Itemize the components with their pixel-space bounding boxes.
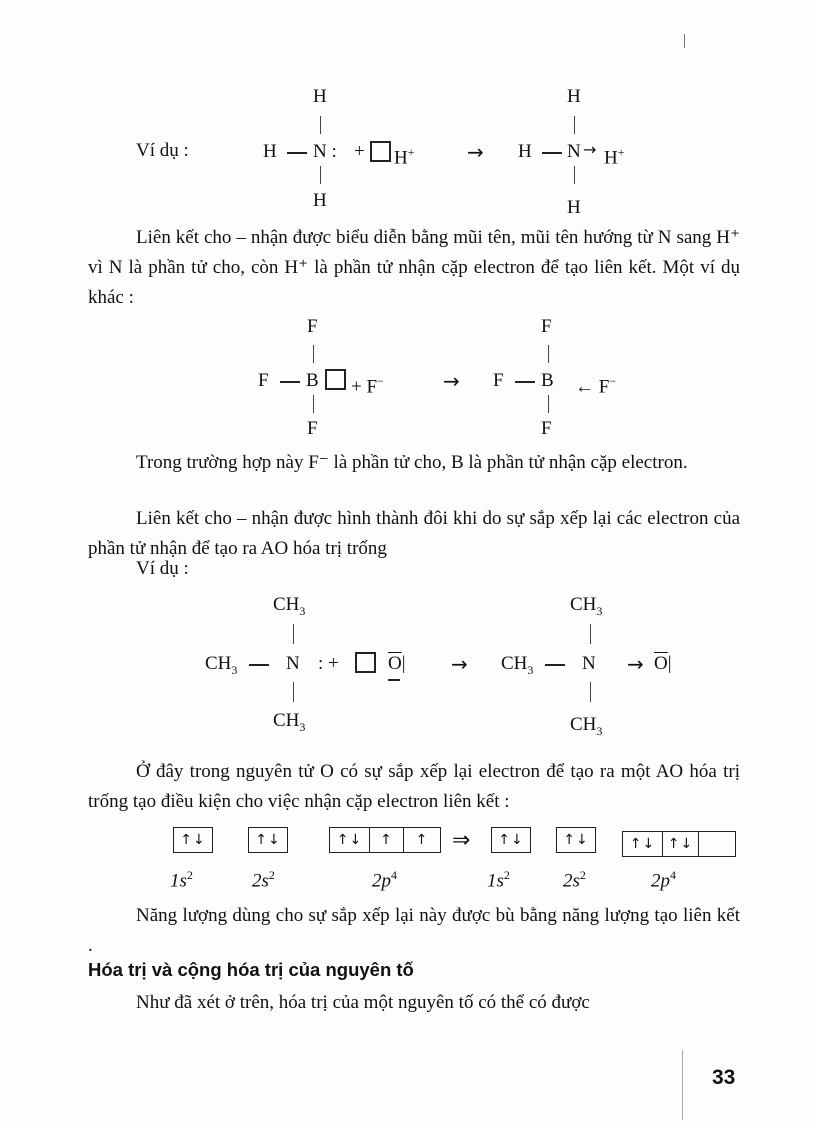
- bond-line: [548, 395, 549, 413]
- margin-mark: [684, 34, 685, 48]
- atom-h: H: [263, 141, 277, 162]
- bond-line: [548, 345, 549, 363]
- atom-h-ion: H+: [604, 145, 625, 169]
- atom-n: N :: [313, 141, 337, 162]
- bond-line: [574, 166, 575, 184]
- bond-line: [590, 682, 591, 702]
- paragraph-5: Năng lượng dùng cho sự sắp xếp lại này được bù bằng năng lượng tạo liên kết .: [88, 905, 740, 956]
- example-label: Ví dụ :: [136, 140, 189, 161]
- paragraph-3: Liên kết cho – nhận được hình thành đôi khi do sự sắp xếp lại các electron của phần tử nhận để tạo ra AO hóa trị trống: [88, 508, 740, 559]
- atom-h: H: [313, 190, 327, 211]
- bond-line: [320, 116, 321, 134]
- bond-line: [320, 166, 321, 184]
- paragraph-4: Ở đây trong nguyên tử O có sự sắp xếp lại electron để tạo ra một AO hóa trị trống tạo điều kiện cho việc nhận cặp electron liên kết :: [88, 761, 740, 812]
- atom-b: B: [306, 370, 319, 391]
- section-heading: Hóa trị và cộng hóa trị của nguyên tố: [88, 959, 414, 980]
- atom-f: F: [541, 418, 552, 439]
- fluoride-donor: ← F−: [575, 374, 617, 398]
- methyl-group: $CH_3$: [205, 653, 238, 677]
- label-2p: $2p^4$: [372, 868, 397, 892]
- orbital-1s: ↑↓: [491, 827, 531, 853]
- atom-b: B: [541, 370, 554, 391]
- label-1s: $1s^2$: [170, 868, 193, 892]
- label-1s: $1s^2$: [487, 868, 510, 892]
- atom-h: H: [567, 86, 581, 107]
- bond-line: [574, 116, 575, 134]
- orbital-2s: ↑↓: [248, 827, 288, 853]
- orbital-2p: ↑↓ ↑ ↑: [329, 827, 441, 853]
- orbital-1s: ↑↓: [173, 827, 213, 853]
- atom-h: H: [518, 141, 532, 162]
- empty-orbital-box: [370, 141, 391, 162]
- methyl-group: $CH_3$: [273, 594, 306, 618]
- bond-line: [249, 664, 269, 666]
- margin-mark: [682, 1050, 683, 1120]
- orbital-2p: ↑↓ ↑↓: [622, 831, 736, 857]
- plus-sign: +: [354, 141, 365, 162]
- lone-pair-bar: [388, 679, 400, 681]
- bond-line: [287, 152, 307, 154]
- reaction-arrow: →: [443, 369, 460, 393]
- bond-line: [542, 152, 562, 154]
- reaction-arrow: →: [451, 652, 468, 676]
- bond-line: [545, 664, 565, 666]
- reaction-arrow: →: [467, 140, 484, 164]
- atom-f: F: [258, 370, 269, 391]
- empty-orbital-box: [325, 369, 346, 390]
- paragraph-6: Như đã xét ở trên, hóa trị của một nguyên tố có thể có được: [136, 992, 590, 1013]
- bond-line: [293, 682, 294, 702]
- atom-f: F: [307, 316, 318, 337]
- empty-orbital-box: [355, 652, 376, 673]
- atom-n: N: [286, 653, 300, 674]
- label-2p: $2p^4$: [651, 868, 676, 892]
- dative-bond-arrow: →: [627, 652, 644, 676]
- bond-line: [313, 395, 314, 413]
- methyl-group: $CH_3$: [273, 710, 306, 734]
- atom-h: H: [567, 197, 581, 218]
- bond-line: [313, 345, 314, 363]
- atom-f: F: [493, 370, 504, 391]
- methyl-group: $CH_3$: [501, 653, 534, 677]
- example-label: Ví dụ :: [136, 558, 189, 579]
- atom-n: N: [582, 653, 596, 674]
- atom-o: $\overline{O}|$: [654, 653, 672, 674]
- paragraph-1: Liên kết cho – nhận được biểu diễn bằng mũi tên, mũi tên hướng từ N sang H⁺ vì N là phần tử cho, còn H⁺ là phần tử nhận cặp electron để tạo liên kết. Một ví dụ khác :: [88, 227, 740, 308]
- atom-o: $\overline{O}|$: [388, 653, 406, 674]
- dative-bond-arrow: →: [583, 140, 597, 159]
- page-number: 33: [712, 1066, 736, 1089]
- methyl-group: $CH_3$: [570, 594, 603, 618]
- bond-line: [515, 381, 535, 383]
- implies-arrow: ⇒: [452, 828, 471, 853]
- atom-f: F: [541, 316, 552, 337]
- orbital-2s: ↑↓: [556, 827, 596, 853]
- atom-n: N: [567, 141, 581, 162]
- label-2s: $2s^2$: [252, 868, 275, 892]
- label-2s: $2s^2$: [563, 868, 586, 892]
- paragraph-2: Trong trường hợp này F⁻ là phần tử cho, B là phần tử nhận cặp electron.: [136, 452, 688, 473]
- bond-line: [293, 624, 294, 644]
- colon-plus: : +: [318, 653, 339, 674]
- methyl-group: $CH_3$: [570, 714, 603, 738]
- bond-line: [590, 624, 591, 644]
- atom-h: H: [313, 86, 327, 107]
- atom-f: F: [307, 418, 318, 439]
- fluoride-ion: + F−: [351, 374, 384, 398]
- bond-line: [280, 381, 300, 383]
- atom-h-ion: H+: [394, 145, 415, 169]
